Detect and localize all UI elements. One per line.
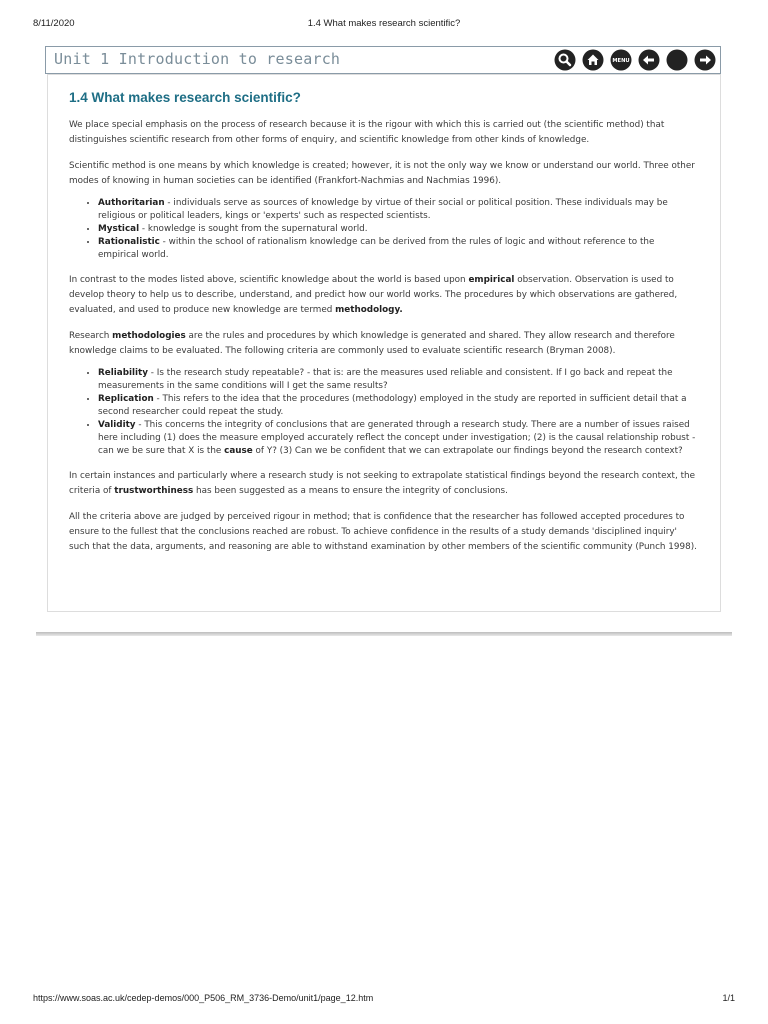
text-run: Research [69, 331, 113, 341]
text-run: observation. Observation is used to develop theory to help us to describe, understand, and predict how our world works. The procedures by which observations are gathered, evaluated, and used to produce new knowledge are termed [69, 275, 678, 315]
term-description: of Y? (3) Can we be confident that we can extrapolate our findings beyond the research context? [252, 446, 683, 456]
criteria-list [69, 367, 697, 458]
modes-of-knowing-list [69, 197, 697, 262]
text-run: are the rules and procedures by which knowledge is generated and shared. They allow research and therefore knowledge claims to be evaluated. The following criteria are commonly used to evaluate scientific research (Bryman 2008). [69, 331, 675, 356]
text-run: In certain instances and particularly where a research study is not seeking to extrapolate statistical findings beyond the research context, the criteria of [69, 471, 696, 496]
page-divider [36, 632, 732, 636]
list-item [98, 419, 697, 458]
term-trustworthiness: trustworthiness [114, 486, 194, 496]
modes-paragraph: Scientific method is one means by which knowledge is created; however, it is not the only way we know or understand our world. Three other modes of knowing in human societies can be identified (Frankfort-Nachmias and Nachmias 1996). [69, 161, 695, 186]
menu-icon[interactable] [610, 49, 632, 71]
term-methodology: methodology. [335, 305, 403, 315]
term-description: - This concerns the integrity of conclusions that are generated through a research study. There are a number of issues raised here including (1) does the measure employed accurately reflect the concept under investigation; (2) is the causal relationship robust - can we be sure that X is the [98, 420, 696, 456]
forward-arrow-icon[interactable] [694, 49, 716, 71]
content-body [69, 75, 697, 555]
section-title: 1.4 What makes research scientific? [69, 90, 301, 105]
term-replication: Replication [98, 394, 154, 404]
term-description: - This refers to the idea that the procedures (methodology) employed in the study are reported in sufficient detail that a second researcher could repeat the study. [98, 394, 687, 417]
term-mystical: Mystical [98, 224, 140, 234]
search-icon[interactable] [554, 49, 576, 71]
term-validity: Validity [98, 420, 136, 430]
print-header [0, 18, 768, 30]
term-cause: cause [224, 446, 253, 456]
term-description: - individuals serve as sources of knowledge by virtue of their social or political position. These individuals may be religious or political leaders, kings or 'experts' such as respected scientists. [98, 198, 668, 221]
rigour-paragraph: All the criteria above are judged by perceived rigour in method; that is confidence that the researcher has followed accepted procedures to ensure to the fullest that the conclusions reached are robust. To achieve confidence in the results of a study demands 'disciplined inquiry' such that the data, arguments, and reasoning are able to withstand examination by other members of the scientific community (Punch 1998). [69, 512, 697, 552]
unit-header-bar [45, 46, 721, 74]
methodologies-paragraph [69, 329, 697, 359]
content-panel [47, 74, 721, 612]
menu-icon-label: MENU [612, 58, 630, 64]
list-item [98, 236, 697, 262]
term-authoritarian: Authoritarian [98, 198, 165, 208]
intro-paragraph: We place special emphasis on the process of research because it is the rigour with which this is carried out (the scientific method) that distinguishes scientific research from other forms of enquiry, and scientific knowledge from other kinds of knowledge. [69, 120, 665, 145]
print-page-number: 1/1 [722, 993, 735, 1003]
print-footer [0, 993, 768, 1005]
text-run: has been suggested as a means to ensure the integrity of conclusions. [193, 486, 508, 496]
list-item [98, 367, 697, 393]
back-arrow-icon[interactable] [638, 49, 660, 71]
trustworthiness-paragraph [69, 469, 697, 499]
list-item [98, 393, 697, 419]
print-date: 8/11/2020 [33, 18, 75, 29]
term-description: - Is the research study repeatable? - that is: are the measures used reliable and consistent. If I go back and repeat the measurements in the same conditions will I get the same results? [98, 368, 673, 391]
circle-icon[interactable] [666, 49, 688, 71]
term-rationalistic: Rationalistic [98, 237, 160, 247]
text-run: In contrast to the modes listed above, scientific knowledge about the world is based upon [69, 275, 469, 285]
empirical-paragraph [69, 273, 697, 318]
nav-icon-group [554, 49, 716, 71]
list-item [98, 223, 697, 236]
list-item [98, 197, 697, 223]
term-description: - knowledge is sought from the supernatural world. [139, 224, 368, 234]
term-reliability: Reliability [98, 368, 148, 378]
term-empirical: empirical [468, 275, 515, 285]
print-title: 1.4 What makes research scientific? [307, 18, 461, 29]
term-description: - within the school of rationalism knowledge can be derived from the rules of logic and without reference to the empirical world. [98, 237, 655, 260]
print-url: https://www.soas.ac.uk/cedep-demos/000_P506_RM_3736-Demo/unit1/page_12.htm [33, 993, 374, 1003]
home-icon[interactable] [582, 49, 604, 71]
unit-title: Unit 1 Introduction to research [54, 50, 341, 68]
term-methodologies: methodologies [112, 331, 186, 341]
